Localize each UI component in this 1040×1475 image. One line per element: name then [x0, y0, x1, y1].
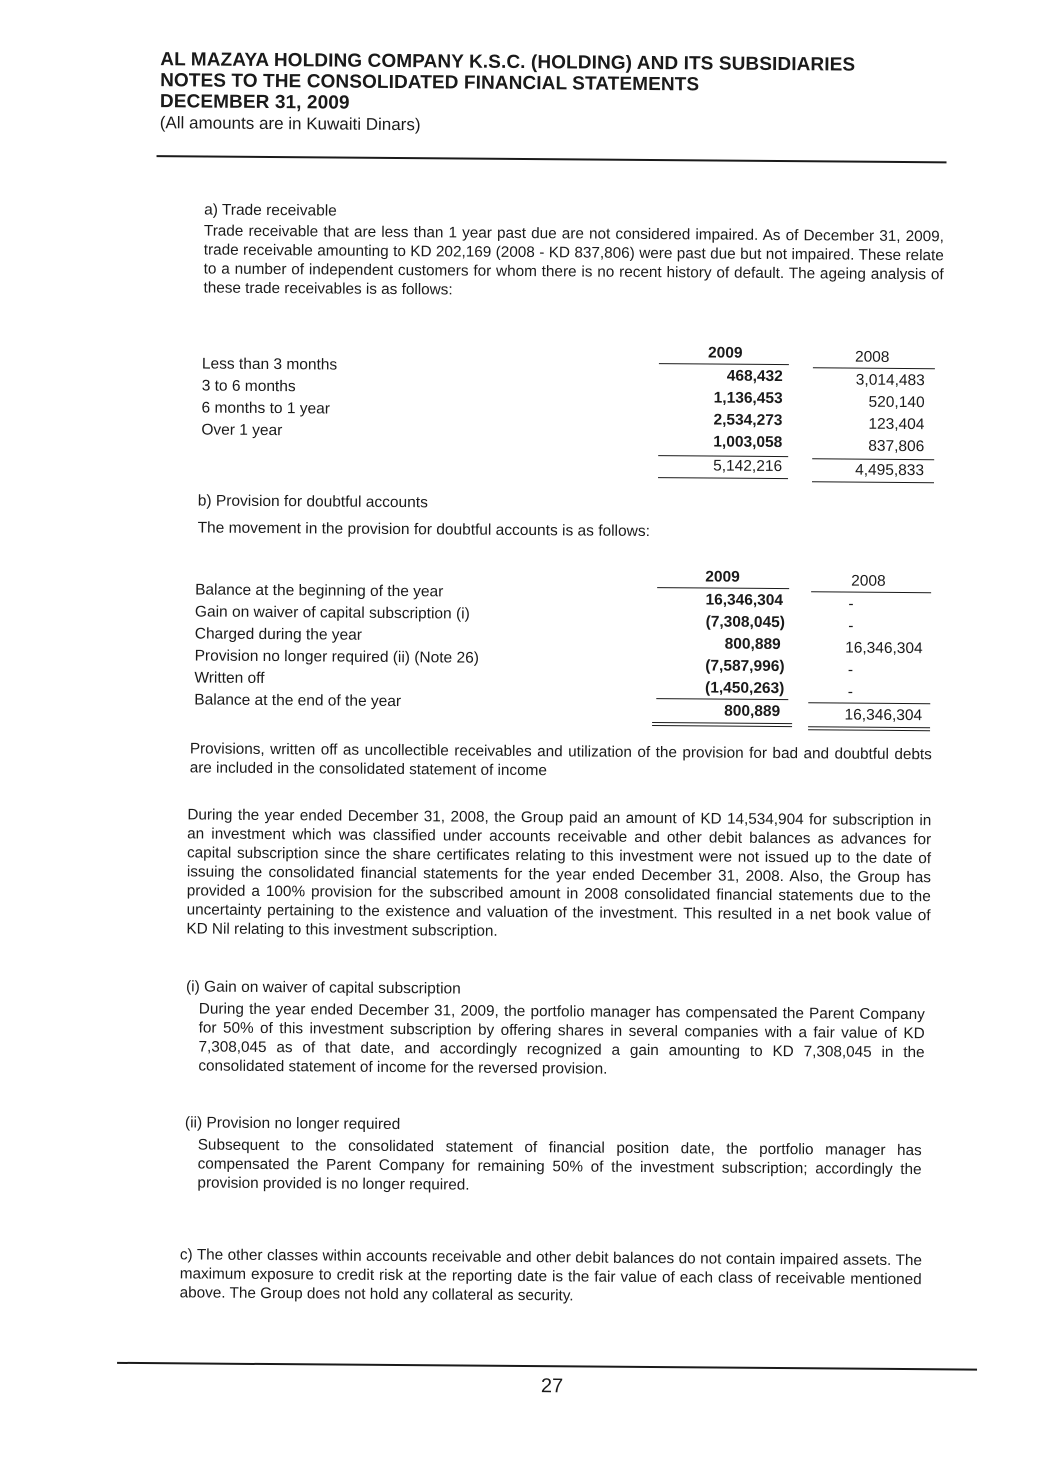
- ageing-col-2008: 2008: [854, 348, 890, 366]
- provision-value-2008: 16,346,304: [845, 639, 923, 658]
- provision-total-line-2009: [652, 722, 792, 724]
- ageing-value-2008: 837,806: [868, 437, 925, 456]
- provision-col-2008: 2008: [851, 572, 886, 590]
- provision-row-label: Charged during the year: [194, 625, 363, 644]
- provision-total-line-2008: [808, 726, 930, 728]
- page-number: 27: [540, 1375, 564, 1398]
- ageing-row-label: Over 1 year: [201, 421, 283, 440]
- provision-value-2008: -: [847, 661, 854, 679]
- section-b-heading: b) Provision for doubtful accounts: [197, 492, 428, 512]
- ageing-row-label: 3 to 6 months: [201, 377, 296, 396]
- ageing-total-2009: 5,142,216: [713, 457, 783, 476]
- item-i-body: During the year ended December 31, 2009, the portfolio manager has compensated the Parent Company for 50% of this investment subscription by offering shares in several companies with a fair value of KD 7,308,045 as of that date, and accordingly recognized a gain amounting to KD 7,308,045 in the consolidated statement of income for the reversed provision.: [198, 1000, 925, 1078]
- provision-value-2008: 16,346,304: [844, 706, 923, 725]
- provision-row-label: Balance at the end of the year: [194, 691, 402, 711]
- section-a-body: Trade receivable that are less than 1 year past due are not considered impaired. As of December 31, 2009, trade receivable amounting to KD 202,169 (2008 - KD 837,806) were past due but not impaired. These relate to a number of independent customers for whom there is no recent history of default. The ageing analysis of these trade receivables is as follows:: [203, 222, 944, 299]
- footer-divider: [117, 1362, 977, 1371]
- header-divider: [157, 155, 947, 163]
- item-ii-heading: (ii) Provision no longer required: [184, 1114, 401, 1134]
- provision-value-2009: 16,346,304: [705, 591, 784, 610]
- notes-title: NOTES TO THE CONSOLIDATED FINANCIAL STATEMENTS: [160, 70, 700, 96]
- ageing-value-2008: 520,140: [868, 393, 925, 412]
- provision-value-2008: -: [847, 683, 853, 701]
- provision-row-label: Balance at the beginning of the year: [195, 581, 444, 601]
- provision-value-2009: (1,450,263): [705, 679, 785, 698]
- ageing-total-line-2008: [812, 481, 934, 483]
- section-b-intro: The movement in the provision for doubtful accounts is as follows:: [197, 519, 650, 541]
- ageing-value-2008: 123,404: [868, 415, 925, 434]
- provision-total-line-2009-double: [652, 725, 792, 727]
- item-ii-body: Subsequent to the consolidated statement of financial position date, the portfolio manager has compensated the Parent Company for remaining 50% of the investment subscription; accordingly the provision provided is no longer required.: [197, 1136, 922, 1194]
- section-a-heading: a) Trade receivable: [204, 201, 337, 220]
- provision-value-2009: 800,889: [724, 702, 781, 721]
- provision-row-label: Written off: [194, 669, 265, 687]
- provision-note-1: Provisions, written off as uncollectible receivables and utilization of the provision for bad and doubtful debts are included in the consolidated statement of income: [189, 740, 932, 780]
- section-c-body: c) The other classes within accounts receivable and other debit balances do not contain impaired assets. The maximum exposure to credit risk at the reporting date is the fair value of each class of receivable mentioned above. The Group does not hold any collateral as security.: [179, 1246, 922, 1305]
- report-date: DECEMBER 31, 2009: [159, 91, 350, 114]
- provision-value-2009: (7,587,996): [705, 657, 785, 676]
- ageing-value-2008: 3,014,483: [855, 371, 925, 390]
- provision-value-2008: -: [848, 595, 854, 613]
- item-i-heading: (i) Gain on waiver of capital subscription: [185, 978, 461, 998]
- company-name: AL MAZAYA HOLDING COMPANY K.S.C. (HOLDING) AND ITS SUBSIDIARIES: [160, 49, 856, 76]
- provision-note-2: During the year ended December 31, 2008, the Group paid an amount of KD 14,534,904 for subscription in an investment which was classified under accounts receivable and other debit balances as advances for capital subscription since the share certificates relating to this investment were not issued up to the date of issuing the consolidated financial statements for the year ended December 31, 2008. Also, the Group has provided a 100% provision for the subscribed amount in 2008 consolidated financial statements due to the uncertainty pertaining to the existence and valuation of the investment. This resulted in a net book value of KD Nil relating to this investment subscription.: [186, 806, 932, 940]
- provision-value-2009: (7,308,045): [705, 613, 785, 632]
- ageing-value-2009: 1,136,453: [713, 389, 783, 408]
- ageing-total-2008: 4,495,833: [855, 461, 925, 480]
- ageing-value-2009: 468,432: [726, 367, 783, 386]
- ageing-value-2009: 2,534,273: [713, 411, 783, 430]
- ageing-row-label: 6 months to 1 year: [201, 399, 330, 418]
- ageing-total-line-2009: [658, 477, 788, 479]
- provision-total-line-2008-double: [808, 729, 930, 731]
- ageing-row-label: Less than 3 months: [201, 355, 338, 374]
- currency-note: (All amounts are in Kuwaiti Dinars): [159, 113, 421, 135]
- provision-col-2009: 2009: [705, 568, 740, 586]
- provision-value-2008: -: [848, 617, 854, 635]
- document-header: [160, 49, 961, 140]
- provision-value-2009: 800,889: [724, 635, 781, 654]
- provision-row-label: Provision no longer required (ii) (Note 26): [194, 647, 479, 667]
- ageing-value-2009: 1,003,058: [713, 433, 783, 452]
- ageing-col-2009: 2009: [707, 344, 743, 362]
- provision-row-label: Gain on waiver of capital subscription (i): [194, 603, 470, 623]
